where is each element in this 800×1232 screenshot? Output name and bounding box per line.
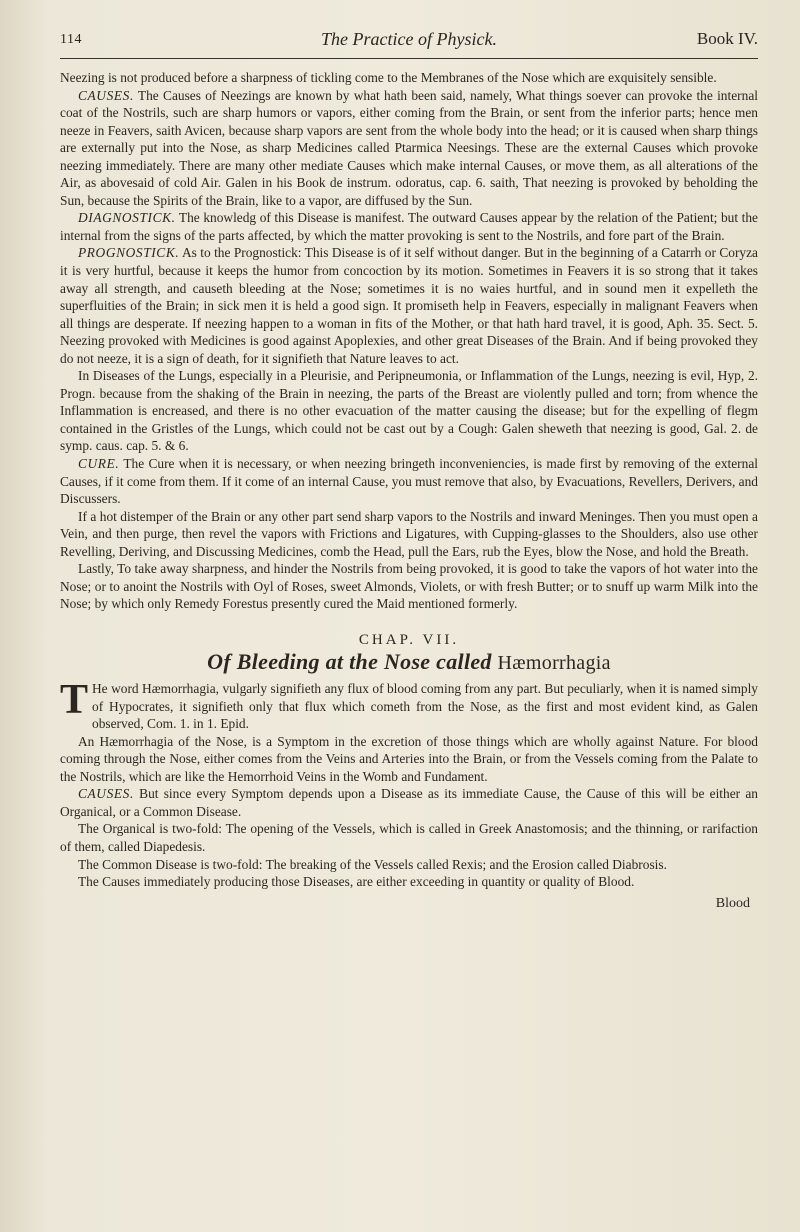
paragraph-prognostick: [60, 244, 758, 367]
paragraph: The Causes immediately producing those Diseases, are either exceeding in quantity or quality of Blood.: [78, 874, 635, 890]
paragraph: An Hæmorrhagia of the Nose, is a Symptom in the excretion of those things which are wholly against Nature. For blood coming through the Nose, either comes from the Veins and Arteries into the Brain, or from the Vessels coming from the Palate to the Nostrils, which are like the Hemorrhoid Veins in the Womb and Fundament.: [60, 733, 758, 784]
paragraph-text: The Causes of Neezings are known by what hath been said, namely, What things soever can provoke the internal coat of the Nostrils, such are sharp humors or vapors, either coming from the Brain, or sent from the inferior parts; hence men neeze in Feavers, saith Avicen, because sharp vapors are sent from the whole body into the head; or it is caused when sharp things are externally put into the Nose, as sharp Medicines called Ptarmica Neesings. These are the external Causes which provoke neezing immediately. There are many other mediate Causes which make internal Causes, or move them, as all alterations of the Air, as abovesaid of cold Air. Galen in his Book de instrum. odoratus, cap. 6. saith, That neezing is provoked by beholding the Sun, because the Spirits of the Brain, like to a vapor, are diffused by the Sun.: [60, 87, 758, 208]
paragraph-causes: [60, 87, 758, 210]
paragraph-cure: [60, 455, 758, 508]
drop-cap-letter: T: [60, 677, 89, 724]
paragraph-text: The knowledg of this Disease is manifest. The outward Causes appear by the relation of the Patient; but the internal from the signs of the parts affected, by which the matter provoking is sent to the Nostrils, and fore part of the Brain.: [60, 210, 758, 243]
paragraph-text: The Cure when it is necessary, or when neezing bringeth inconveniencies, is made first by removing of the external Causes, if it come from them. If it come of an internal Cause, you must remove that also, by Evacuations, Revellers, Derivers, and Discussers.: [60, 456, 758, 507]
paragraph-text: But since every Symptom depends upon a Disease as its immediate Cause, the Cause of this will be either an Organical, or a Common Disease.: [60, 786, 758, 819]
paragraph: In Diseases of the Lungs, especially in a Pleurisie, and Peripneumonia, or Inflammation of the Lungs, neezing is evil, Hyp, 2. Progn. because from the shaking of the Brain in neezing, the parts of the Breast are violently pulled and torn; from whence the Inflammation is encreased, and there is no other evacuation of the matter causing the disease; but for the expelling of flegm contained in the Gristles of the Lungs, which could not be cast out by a Cough: Galen sheweth that neezing is good, Gal. 2. de symp. caus. cap. 5. & 6.: [60, 368, 758, 454]
paragraph-dropcap: [60, 677, 758, 733]
paragraph: Lastly, To take away sharpness, and hinder the Nostrils from being provoked, it is good to take the vapors of hot water into the Nose; or to anoint the Nostrils with Oyl of Roses, sweet Almonds, Violets, or with fresh Butter; or to snuff up warm Milk into the Nose; by which only Remedy Forestus presently cured the Maid mentioned formerly.: [60, 561, 758, 612]
section-heading: CAUSES.: [78, 786, 134, 802]
paragraph: If a hot distemper of the Brain or any other part send sharp vapors to the Nostrils and inward Meninges. Then you must open a Vein, and then purge, then revel the vapors with Frictions and Ligatures, with Cupping-glasses to the Shoulders, also use other Revelling, Deriving, and Discussing Medicines, comb the Head, pull the Ears, rub the Eyes, blow the Nose, and hold the Breath.: [60, 508, 758, 559]
paragraph-diagnostick: [60, 209, 758, 244]
section-heading: DIAGNOSTICK.: [78, 210, 176, 226]
section-heading: CURE.: [78, 456, 120, 472]
chapter-title-italic: Of Bleeding at the Nose called: [207, 648, 492, 674]
catchword: Blood: [715, 895, 750, 911]
paragraph: The Organical is two-fold: The opening of the Vessels, which is called in Greek Anastomosis; and the thinning, or rarifaction of them, called Diapedesis.: [60, 821, 758, 854]
paragraph: Neezing is not produced before a sharpness of tickling come to the Membranes of the Nose which are exquisitely sensible.: [60, 70, 717, 85]
chapter-title-roman: Hæmorrhagia: [497, 651, 611, 674]
running-title: The Practice of Physick.: [321, 29, 497, 49]
page-number: 114: [60, 32, 82, 47]
paragraph: The Common Disease is two-fold: The breaking of the Vessels called Rexis; and the Erosion called Diabrosis.: [78, 856, 667, 872]
paragraph-text: As to the Prognostick: This Disease is of it self without danger. But in the beginning of a Catarrh or Coryza it is very hurtful, because it keeps the humor from concoction by its motion. Sometimes in Feavers it is so strong that it takes away all strength, and causeth bleeding at the Nose; sometimes it is no waies hurtful, and in sound men it expelleth the superfluities of the Brain; in sick men it is held a good sign. It promiseth help in Feavers, especially in malignant Feavers when all things are desperate. If neezing happen to a woman in fits of the Mother, or that hath hard travel, it is good, Aph. 35. Sect. 5. Neezing provoked with Medicines is good against Apoplexies, and other great Diseases of the Brain. And if being provoked they do not neeze, it is a sign of death, for it signifieth that Nature leaves to act.: [60, 245, 758, 366]
section-heading: CAUSES.: [78, 87, 134, 103]
chapter-title: [60, 648, 758, 674]
paragraph-causes: [60, 785, 758, 820]
main-text: [60, 69, 758, 912]
book-label: Book IV.: [696, 29, 758, 48]
section-heading: PROGNOSTICK.: [78, 245, 180, 261]
paragraph-text: He word Hæmorrhagia, vulgarly signifieth any flux of blood coming from any part. But peculiarly, when it is named simply of Hypocrates, it signifieth only that flux which cometh from the Nose, as the first and most evident kind, as Galen observed, Com. 1. in 1. Epid.: [92, 681, 758, 732]
running-header: [60, 28, 758, 59]
chapter-number: CHAP. VII.: [358, 631, 460, 648]
